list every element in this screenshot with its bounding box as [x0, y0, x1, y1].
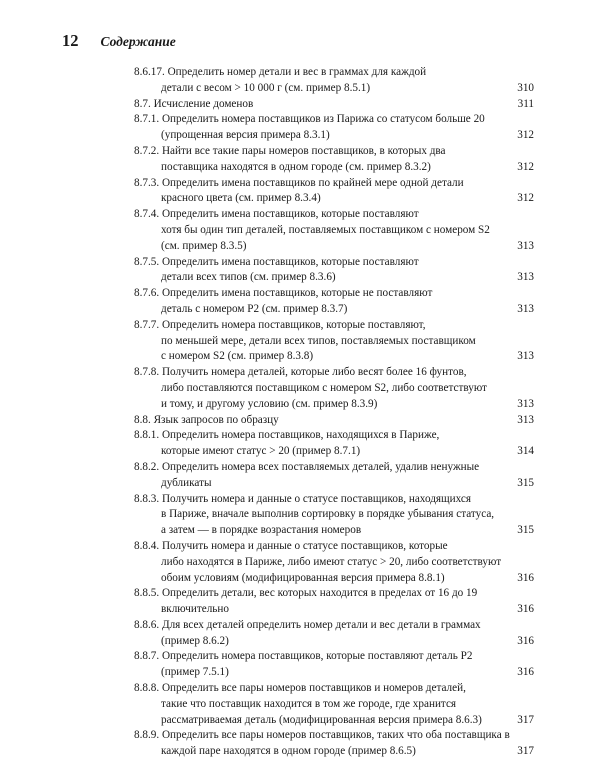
toc-page-number: 311 [517, 97, 534, 110]
toc-entry [134, 365, 534, 412]
toc-entry-title [134, 112, 506, 144]
toc-entry [134, 318, 534, 365]
toc-entry-title [134, 649, 506, 681]
toc-page-number: 310 [517, 81, 534, 94]
toc-entry-line: 8.8.6. Для всех деталей определить номер детали и вес детали в граммах [134, 618, 481, 631]
toc-entry [134, 618, 534, 650]
toc-entry-title [134, 65, 506, 97]
toc-page-number: 313 [517, 413, 534, 426]
toc-entry-continuation-line: либо находятся в Париже, либо имеют статус > 20, либо соответствуют [161, 555, 502, 568]
toc-entry-continuation-line: детали всех типов (см. пример 8.3.6) [161, 271, 336, 284]
toc-entry [134, 539, 534, 586]
toc-entry-title [134, 286, 506, 318]
toc-section-heading [134, 97, 534, 113]
toc-entry-continuation-line: либо поставляются поставщиком с номером S2, либо соответствуют [161, 381, 487, 394]
toc-entry-continuation-line: а затем — в порядке возрастания номеров [161, 524, 362, 537]
toc-entry [134, 728, 534, 760]
toc-entry-continuation-line: поставщика находятся в одном городе (см. пример 8.3.2) [161, 160, 431, 173]
toc-entry-title [134, 618, 506, 650]
toc-entry [134, 255, 534, 287]
toc-entry [134, 492, 534, 539]
toc-entry-continuation-line: (пример 8.6.2) [161, 634, 229, 647]
toc-entry-line: 8.8.9. Определить все пары номеров поставщиков, таких что оба поставщика в [134, 729, 510, 742]
toc-section-heading [134, 413, 534, 429]
toc-entry-continuation-line: в Париже, вначале выполнив сортировку в порядке убывания статуса, [161, 508, 495, 521]
toc-page-number: 316 [517, 603, 534, 616]
toc-page-number: 313 [517, 271, 534, 284]
running-title: Содержание [100, 34, 176, 49]
toc-page-number: 317 [517, 713, 534, 726]
toc-entry-line: 8.8.5. Определить детали, вес которых находится в пределах от 16 до 19 [134, 587, 478, 600]
toc-entry-title [134, 428, 506, 460]
toc-entry-line: 8.7.3. Определить имена поставщиков по крайней мере одной детали [134, 176, 464, 189]
toc-entry [134, 460, 534, 492]
toc-entry-continuation-line: хотя бы один тип деталей, поставляемых поставщиком с номером S2 [161, 223, 490, 236]
toc-page-number: 313 [517, 397, 534, 410]
toc-entry [134, 586, 534, 618]
toc-page-number: 313 [517, 350, 534, 363]
toc-entry [134, 428, 534, 460]
toc-entry-continuation-line: и тому, и другому условию (см. пример 8.3.9) [161, 397, 378, 410]
toc-page-number: 312 [517, 160, 534, 173]
toc-entry [134, 144, 534, 176]
toc-entry [134, 65, 534, 97]
toc-entry-line: 8.8.7. Определить номера поставщиков, которые поставляют деталь P2 [134, 650, 473, 663]
toc-entry-line: 8.7. Исчисление доменов [134, 97, 254, 110]
toc-entry-title [134, 492, 506, 539]
toc-entry-title [134, 365, 506, 412]
toc-page-number: 315 [517, 476, 534, 489]
toc-entry-line: 8.7.1. Определить номера поставщиков из Парижа со статусом больше 20 [134, 113, 485, 126]
toc-entry-continuation-line: обоим условиям (модифицированная версия примера 8.8.1) [161, 571, 445, 584]
toc-entry-line: 8.7.5. Определить имена поставщиков, которые поставляют [134, 255, 419, 268]
toc-page-number: 314 [517, 445, 534, 458]
toc-page-number: 312 [517, 192, 534, 205]
toc-entry-line: 8.8.8. Определить все пары номеров поставщиков и номеров деталей, [134, 682, 466, 695]
toc-entry-continuation-line: такие что поставщик находится в том же городе, где хранится [161, 697, 457, 710]
toc-entry-continuation-line: (пример 7.5.1) [161, 666, 229, 679]
toc-entry [134, 649, 534, 681]
toc-entry-title [134, 539, 506, 586]
toc-entry-line: 8.7.7. Определить номера поставщиков, которые поставляют, [134, 318, 426, 331]
toc-entry-continuation-line: красного цвета (см. пример 8.3.4) [161, 192, 321, 205]
toc-entry-line: 8.8.2. Определить номера всех поставляемых деталей, удалив ненужные [134, 460, 480, 473]
toc-entry [134, 112, 534, 144]
toc-entry-line: 8.8.1. Определить номера поставщиков, находящихся в Париже, [134, 429, 440, 442]
toc-entry-line: 8.8.4. Получить номера и данные о статусе поставщиков, которые [134, 539, 448, 552]
toc-page-number: 313 [517, 302, 534, 315]
toc-entry-title [134, 207, 506, 254]
table-of-contents [134, 65, 534, 760]
toc-page-number: 316 [517, 634, 534, 647]
toc-entry-title [134, 97, 506, 113]
toc-entry-continuation-line: включительно [161, 603, 229, 616]
toc-entry-title [134, 413, 506, 429]
toc-entry-continuation-line: с номером S2 (см. пример 8.3.8) [161, 350, 314, 363]
toc-page-number: 316 [517, 571, 534, 584]
toc-page-number: 312 [517, 129, 534, 142]
toc-entry-continuation-line: дубликаты [161, 476, 212, 489]
toc-entry-title [134, 681, 506, 728]
toc-entry-continuation-line: по меньшей мере, детали всех типов, поставляемых поставщиком [161, 334, 476, 347]
page-header [62, 31, 176, 53]
toc-page-number: 317 [517, 745, 534, 758]
toc-entry-line: 8.8.3. Получить номера и данные о статусе поставщиков, находящихся [134, 492, 472, 505]
toc-entry-line: 8.7.6. Определить имена поставщиков, которые не поставляют [134, 287, 433, 300]
toc-entry-continuation-line: деталь с номером P2 (см. пример 8.3.7) [161, 302, 348, 315]
toc-entry-title [134, 318, 506, 365]
toc-entry-title [134, 176, 506, 208]
toc-entry-continuation-line: (упрощенная версия примера 8.3.1) [161, 129, 330, 142]
toc-entry-continuation-line: каждой паре находятся в одном городе (пример 8.6.5) [161, 745, 416, 758]
toc-page-number: 313 [517, 239, 534, 252]
toc-entry-line: 8.7.4. Определить имена поставщиков, которые поставляют [134, 208, 419, 221]
toc-entry-continuation-line: которые имеют статус > 20 (пример 8.7.1) [161, 445, 361, 458]
toc-entry-continuation-line: детали с весом > 10 000 г (см. пример 8.5.1) [161, 81, 371, 94]
toc-entry [134, 681, 534, 728]
toc-entry-title [134, 144, 506, 176]
toc-entry [134, 207, 534, 254]
toc-entry [134, 286, 534, 318]
toc-entry-title [134, 728, 510, 760]
toc-entry-line: 8.7.2. Найти все такие пары номеров поставщиков, в которых два [134, 144, 446, 157]
toc-entry-title [134, 460, 506, 492]
toc-entry-line: 8.8. Язык запросов по образцу [134, 413, 279, 426]
toc-entry-continuation-line: рассматриваемая деталь (модифицированная версия примера 8.6.3) [161, 713, 482, 726]
toc-page-number: 316 [517, 666, 534, 679]
page-number: 12 [62, 31, 79, 50]
toc-entry-title [134, 255, 506, 287]
toc-page-number: 315 [517, 524, 534, 537]
toc-entry [134, 176, 534, 208]
toc-entry-title [134, 586, 506, 618]
toc-entry-continuation-line: (см. пример 8.3.5) [161, 239, 247, 252]
toc-entry-line: 8.7.8. Получить номера деталей, которые либо весят более 16 фунтов, [134, 366, 467, 379]
toc-entry-line: 8.6.17. Определить номер детали и вес в граммах для каждой [134, 66, 427, 78]
